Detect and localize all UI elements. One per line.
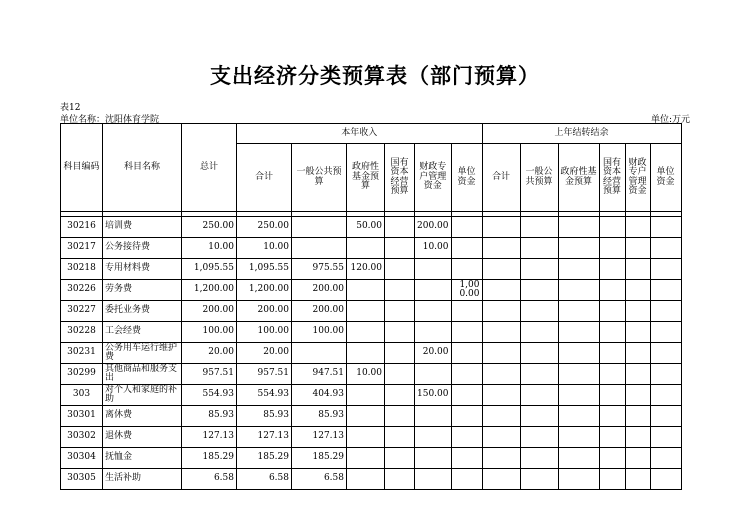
row-prev-cell (625, 343, 650, 364)
row-cur-unit (451, 385, 482, 406)
table-row (61, 280, 682, 301)
row-cur-capital (385, 301, 415, 322)
row-prev-cell (520, 385, 558, 406)
row-prev-cell (558, 364, 599, 385)
row-name: 公务接待费 (103, 238, 182, 259)
row-prev-cell (599, 301, 625, 322)
row-cur-fund (347, 343, 385, 364)
row-prev-cell (599, 364, 625, 385)
row-prev-cell (625, 406, 650, 427)
row-prev-cell (520, 406, 558, 427)
row-cur-general: 947.51 (292, 364, 347, 385)
row-cur-general: 200.00 (292, 280, 347, 301)
row-cur-total: 250.00 (237, 217, 292, 238)
row-cur-special (415, 469, 452, 490)
row-cur-general: 85.93 (292, 406, 347, 427)
row-cur-total: 185.29 (237, 448, 292, 469)
row-prev-cell (558, 301, 599, 322)
row-cur-special: 150.00 (415, 385, 452, 406)
row-code: 30227 (61, 301, 103, 322)
table-row (61, 385, 682, 406)
row-cur-total: 957.51 (237, 364, 292, 385)
row-prev-cell (625, 427, 650, 448)
row-cur-unit (451, 469, 482, 490)
row-cur-capital (385, 259, 415, 280)
row-cur-special (415, 427, 452, 448)
header-prev-col: 财政专户管理资金 (625, 144, 650, 212)
header-cur-col: 政府性基金预算 (347, 144, 385, 212)
row-prev-cell (599, 469, 625, 490)
row-cur-unit (451, 343, 482, 364)
row-prev-cell (650, 238, 681, 259)
row-cur-fund (347, 469, 385, 490)
row-total: 127.13 (182, 427, 237, 448)
row-prev-cell (650, 259, 681, 280)
row-cur-unit (451, 259, 482, 280)
row-cur-unit (451, 217, 482, 238)
row-prev-cell (625, 322, 650, 343)
table-row (61, 238, 682, 259)
row-name: 其他商品和服务支出 (103, 364, 182, 385)
row-prev-cell (520, 322, 558, 343)
row-cur-special (415, 301, 452, 322)
row-prev-cell (482, 469, 520, 490)
row-prev-cell (558, 238, 599, 259)
row-cur-capital (385, 385, 415, 406)
row-cur-capital (385, 280, 415, 301)
row-prev-cell (625, 238, 650, 259)
row-name: 培训费 (103, 217, 182, 238)
row-name: 工会经费 (103, 322, 182, 343)
row-prev-cell (558, 280, 599, 301)
row-cur-total: 10.00 (237, 238, 292, 259)
row-prev-cell (482, 217, 520, 238)
row-cur-fund (347, 322, 385, 343)
row-cur-special (415, 448, 452, 469)
row-code: 303 (61, 385, 103, 406)
row-prev-cell (599, 448, 625, 469)
row-cur-fund (347, 301, 385, 322)
table-row (61, 343, 682, 364)
row-prev-cell (599, 217, 625, 238)
header-cur-col: 财政专户管理资金 (415, 144, 452, 212)
currency-unit: 单位:万元 (650, 115, 690, 125)
row-prev-cell (650, 448, 681, 469)
row-cur-general: 127.13 (292, 427, 347, 448)
row-total: 100.00 (182, 322, 237, 343)
row-prev-cell (650, 280, 681, 301)
row-prev-cell (482, 343, 520, 364)
row-prev-cell (625, 301, 650, 322)
row-code: 30218 (61, 259, 103, 280)
row-prev-cell (625, 280, 650, 301)
row-total: 957.51 (182, 364, 237, 385)
row-name: 公务用车运行维护费 (103, 343, 182, 364)
row-name: 离休费 (103, 406, 182, 427)
header-prev-col: 政府性基金预算 (558, 144, 599, 212)
row-cur-capital (385, 427, 415, 448)
row-name: 专用材料费 (103, 259, 182, 280)
row-prev-cell (520, 301, 558, 322)
row-prev-cell (599, 238, 625, 259)
row-prev-cell (558, 469, 599, 490)
row-prev-cell (482, 322, 520, 343)
row-prev-cell (650, 322, 681, 343)
row-cur-fund (347, 238, 385, 259)
row-total: 554.93 (182, 385, 237, 406)
row-prev-cell (599, 385, 625, 406)
header-cur-col: 单位资金 (451, 144, 482, 212)
row-total: 185.29 (182, 448, 237, 469)
row-cur-special: 20.00 (415, 343, 452, 364)
row-cur-general: 404.93 (292, 385, 347, 406)
header-code: 科目编码 (61, 124, 103, 212)
row-code: 30216 (61, 217, 103, 238)
row-code: 30299 (61, 364, 103, 385)
row-prev-cell (599, 406, 625, 427)
row-cur-fund: 120.00 (347, 259, 385, 280)
table-row (61, 364, 682, 385)
row-prev-cell (625, 364, 650, 385)
row-cur-capital (385, 469, 415, 490)
header-current-year: 本年收入 (237, 124, 483, 144)
header-prev-col: 合计 (482, 144, 520, 212)
row-name: 劳务费 (103, 280, 182, 301)
row-prev-cell (625, 448, 650, 469)
row-prev-cell (520, 343, 558, 364)
row-prev-cell (650, 217, 681, 238)
row-prev-cell (482, 385, 520, 406)
row-cur-unit: 1,000.00 (451, 280, 482, 301)
row-prev-cell (520, 427, 558, 448)
header-prev-col: 一般公共预算 (520, 144, 558, 212)
row-prev-cell (650, 406, 681, 427)
row-cur-unit (451, 301, 482, 322)
row-prev-cell (558, 406, 599, 427)
header-cur-col: 一般公共预算 (292, 144, 347, 212)
row-cur-fund (347, 448, 385, 469)
row-prev-cell (558, 343, 599, 364)
row-total: 85.93 (182, 406, 237, 427)
row-prev-cell (558, 427, 599, 448)
row-prev-cell (650, 469, 681, 490)
row-prev-cell (625, 259, 650, 280)
row-code: 30304 (61, 448, 103, 469)
row-cur-special (415, 259, 452, 280)
table-row (61, 322, 682, 343)
row-prev-cell (599, 427, 625, 448)
table-number: 表12 (60, 103, 81, 113)
row-prev-cell (482, 427, 520, 448)
row-prev-cell (650, 427, 681, 448)
row-cur-unit (451, 406, 482, 427)
row-cur-general (292, 217, 347, 238)
row-cur-special: 10.00 (415, 238, 452, 259)
row-prev-cell (520, 217, 558, 238)
row-total: 10.00 (182, 238, 237, 259)
table-row (61, 427, 682, 448)
row-name: 退休费 (103, 427, 182, 448)
row-prev-cell (520, 238, 558, 259)
row-prev-cell (482, 259, 520, 280)
row-code: 30231 (61, 343, 103, 364)
row-cur-special (415, 406, 452, 427)
row-prev-cell (650, 364, 681, 385)
row-prev-cell (650, 301, 681, 322)
row-prev-cell (482, 280, 520, 301)
row-code: 30302 (61, 427, 103, 448)
row-name: 生活补助 (103, 469, 182, 490)
row-prev-cell (482, 301, 520, 322)
row-cur-capital (385, 217, 415, 238)
row-total: 6.58 (182, 469, 237, 490)
row-prev-cell (558, 259, 599, 280)
row-cur-capital (385, 448, 415, 469)
row-cur-fund (347, 406, 385, 427)
table-row (61, 469, 682, 490)
row-cur-total: 127.13 (237, 427, 292, 448)
row-code: 30301 (61, 406, 103, 427)
row-prev-cell (599, 259, 625, 280)
row-code: 30217 (61, 238, 103, 259)
row-cur-total: 554.93 (237, 385, 292, 406)
row-cur-fund: 10.00 (347, 364, 385, 385)
row-prev-cell (482, 238, 520, 259)
row-prev-cell (520, 469, 558, 490)
row-cur-fund: 50.00 (347, 217, 385, 238)
row-prev-cell (558, 448, 599, 469)
row-cur-capital (385, 238, 415, 259)
table-row (61, 217, 682, 238)
row-name: 对个人和家庭的补助 (103, 385, 182, 406)
row-total: 200.00 (182, 301, 237, 322)
row-cur-general (292, 238, 347, 259)
row-cur-fund (347, 385, 385, 406)
row-prev-cell (482, 448, 520, 469)
row-cur-general: 975.55 (292, 259, 347, 280)
unit-name: 单位名称：沈阳体育学院 (60, 115, 160, 125)
row-prev-cell (520, 364, 558, 385)
row-name: 委托业务费 (103, 301, 182, 322)
row-cur-unit (451, 322, 482, 343)
row-prev-cell (650, 385, 681, 406)
row-cur-capital (385, 322, 415, 343)
row-cur-special: 200.00 (415, 217, 452, 238)
table-row (61, 259, 682, 280)
row-prev-cell (558, 385, 599, 406)
header-name: 科目名称 (103, 124, 182, 212)
row-prev-cell (599, 322, 625, 343)
row-code: 30226 (61, 280, 103, 301)
row-cur-total: 85.93 (237, 406, 292, 427)
row-cur-total: 20.00 (237, 343, 292, 364)
row-total: 1,200.00 (182, 280, 237, 301)
row-cur-total: 200.00 (237, 301, 292, 322)
row-cur-special (415, 322, 452, 343)
row-prev-cell (625, 469, 650, 490)
row-prev-cell (650, 343, 681, 364)
row-code: 30305 (61, 469, 103, 490)
row-prev-cell (520, 280, 558, 301)
row-prev-cell (599, 280, 625, 301)
table-row (61, 406, 682, 427)
row-cur-special (415, 280, 452, 301)
row-total: 1,095.55 (182, 259, 237, 280)
header-cur-col: 国有资本经营预算 (385, 144, 415, 212)
header-prev-col: 国有资本经营预算 (599, 144, 625, 212)
row-cur-general: 185.29 (292, 448, 347, 469)
table-row (61, 448, 682, 469)
row-cur-general: 6.58 (292, 469, 347, 490)
row-prev-cell (625, 217, 650, 238)
row-cur-unit (451, 448, 482, 469)
header-total: 总计 (182, 124, 237, 212)
row-cur-total: 1,095.55 (237, 259, 292, 280)
row-cur-fund (347, 280, 385, 301)
row-prev-cell (558, 322, 599, 343)
row-cur-general: 100.00 (292, 322, 347, 343)
row-cur-total: 6.58 (237, 469, 292, 490)
row-prev-cell (520, 259, 558, 280)
row-cur-unit (451, 427, 482, 448)
row-cur-total: 100.00 (237, 322, 292, 343)
row-cur-fund (347, 427, 385, 448)
row-name: 抚恤金 (103, 448, 182, 469)
row-prev-cell (599, 343, 625, 364)
row-total: 250.00 (182, 217, 237, 238)
row-cur-total: 1,200.00 (237, 280, 292, 301)
row-code: 30228 (61, 322, 103, 343)
row-prev-cell (625, 385, 650, 406)
budget-table (60, 123, 682, 490)
row-cur-unit (451, 238, 482, 259)
row-cur-capital (385, 343, 415, 364)
row-cur-general: 200.00 (292, 301, 347, 322)
row-prev-cell (520, 448, 558, 469)
row-cur-special (415, 364, 452, 385)
header-prev-year: 上年结转结余 (482, 124, 681, 144)
row-cur-capital (385, 406, 415, 427)
row-total: 20.00 (182, 343, 237, 364)
page-title: 支出经济分类预算表（部门预算） (210, 63, 540, 88)
row-prev-cell (482, 364, 520, 385)
row-prev-cell (558, 217, 599, 238)
header-cur-col: 合计 (237, 144, 292, 212)
table-row (61, 301, 682, 322)
row-cur-unit (451, 364, 482, 385)
row-cur-capital (385, 364, 415, 385)
row-prev-cell (482, 406, 520, 427)
row-cur-general (292, 343, 347, 364)
header-prev-col: 单位资金 (650, 144, 681, 212)
